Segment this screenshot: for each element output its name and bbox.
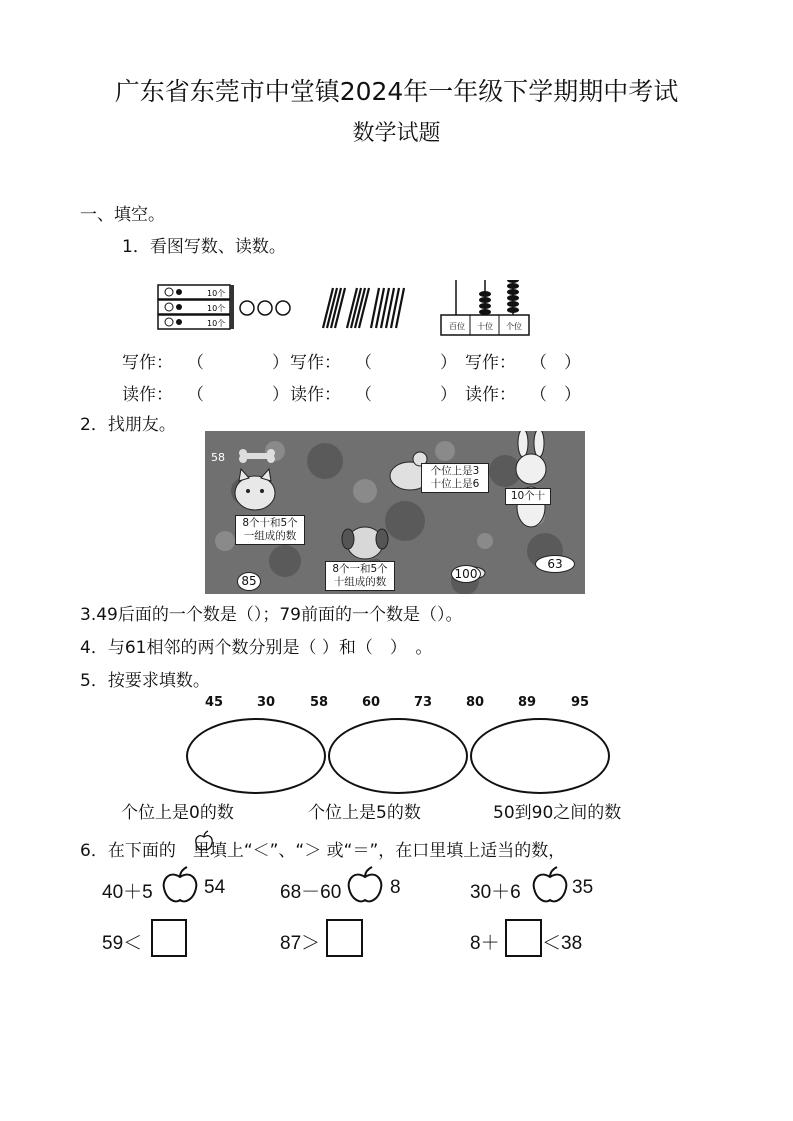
scene-number-85: 85 <box>237 572 261 591</box>
box-label-2: 10个 <box>207 304 226 313</box>
answer-ellipse-range[interactable] <box>470 718 610 794</box>
q5-number-3: 58 <box>310 695 329 710</box>
cat-card <box>235 515 305 545</box>
read-blank-3[interactable]: （ ） <box>530 385 581 405</box>
read-label-2: 读作： <box>290 385 341 405</box>
dog-card <box>325 561 395 591</box>
apple-answer-1[interactable] <box>160 866 200 906</box>
compare-left-3: 30＋6 <box>470 882 521 903</box>
find-friends-picture <box>205 431 585 594</box>
read-blank-2[interactable]: （ ） <box>355 385 457 405</box>
compare-right-1: 54 <box>204 877 226 898</box>
read-label-3: 读作： <box>465 385 516 405</box>
q5-number-2: 30 <box>257 695 276 710</box>
answer-box-2[interactable] <box>326 919 363 957</box>
cat-card-line2: 一组成的数 <box>243 530 297 542</box>
fill-left-2: 87＞ <box>280 933 321 954</box>
cat-card-line1: 8个十和5个 <box>242 517 298 529</box>
write-label-3: 写作： <box>465 353 516 373</box>
scene-number-58: 58 <box>211 451 225 464</box>
q1-pictures <box>155 280 535 340</box>
stick-bundles-illustration <box>323 288 404 328</box>
q2-label: 2．找朋友。 <box>80 415 176 435</box>
apple-icon <box>194 830 214 852</box>
abacus-illustration <box>441 280 529 335</box>
abacus-label-ones: 个位 <box>506 322 522 331</box>
fill-right-3: ＜38 <box>542 933 583 954</box>
stacked-boxes-illustration <box>158 285 234 329</box>
write-label-1: 写作： <box>122 353 173 373</box>
single-units-circles <box>240 301 290 315</box>
hen-card-line1: 个位上是3 <box>430 465 480 477</box>
q4-text: 4．与61相邻的两个数分别是（ ）和（ ） 。 <box>80 638 433 658</box>
hen-card <box>421 463 489 493</box>
fill-left-1: 59＜ <box>102 933 143 954</box>
fill-left-3: 8＋ <box>470 933 500 954</box>
abacus-label-tens: 十位 <box>477 322 493 331</box>
q5-number-6: 80 <box>466 695 485 710</box>
read-label-1: 读作： <box>122 385 173 405</box>
page-title: 广东省东莞市中堂镇2024年一年级下学期期中考试 <box>114 77 679 106</box>
write-blank-2[interactable]: （ ） <box>355 353 457 373</box>
q6-text: 6．在下面的 里填上“＜”、“＞ 或“＝”，在口里填上适当的数， <box>80 841 566 861</box>
apple-answer-2[interactable] <box>345 866 385 906</box>
read-blank-1[interactable]: （ ） <box>187 385 289 405</box>
caption-ones-five: 个位上是5的数 <box>308 803 421 823</box>
q1-label: 1．看图写数、读数。 <box>122 237 286 257</box>
answer-ellipse-ones-five[interactable] <box>328 718 468 794</box>
dog-card-line2: 十组成的数 <box>333 576 387 588</box>
write-blank-1[interactable]: （ ） <box>187 353 289 373</box>
scene-number-63: 63 <box>535 555 575 573</box>
answer-box-3[interactable] <box>505 919 542 957</box>
q5-number-7: 89 <box>518 695 537 710</box>
q5-label: 5．按要求填数。 <box>80 671 210 691</box>
write-blank-3[interactable]: （ ） <box>530 353 581 373</box>
section-heading: 一、填空。 <box>80 205 165 225</box>
scene-background <box>205 431 585 594</box>
compare-right-2: 8 <box>390 877 401 898</box>
compare-right-3: 35 <box>572 877 594 898</box>
q5-number-1: 45 <box>205 695 224 710</box>
page-subtitle: 数学试题 <box>352 121 441 146</box>
q5-number-8: 95 <box>571 695 590 710</box>
scene-number-100: 100 <box>451 565 481 583</box>
abacus-label-hundreds: 百位 <box>449 322 465 331</box>
answer-ellipse-ones-zero[interactable] <box>186 718 326 794</box>
caption-range: 50到90之间的数 <box>493 803 622 823</box>
rabbit-card: 10个十 <box>505 488 551 505</box>
caption-ones-zero: 个位上是0的数 <box>121 803 234 823</box>
apple-answer-3[interactable] <box>530 866 570 906</box>
write-label-2: 写作： <box>290 353 341 373</box>
answer-box-1[interactable] <box>151 919 187 957</box>
compare-left-1: 40＋5 <box>102 882 153 903</box>
q5-number-4: 60 <box>362 695 381 710</box>
compare-left-2: 68－60 <box>280 882 342 903</box>
q3-text: 3.49后面的一个数是（）；79前面的一个数是（）。 <box>80 605 463 625</box>
box-label-3: 10个 <box>207 319 226 328</box>
dog-card-line1: 8个一和5个 <box>332 563 388 575</box>
hen-card-line2: 十位上是6 <box>430 478 480 490</box>
box-label-1: 10个 <box>207 289 226 298</box>
q5-number-5: 73 <box>414 695 433 710</box>
